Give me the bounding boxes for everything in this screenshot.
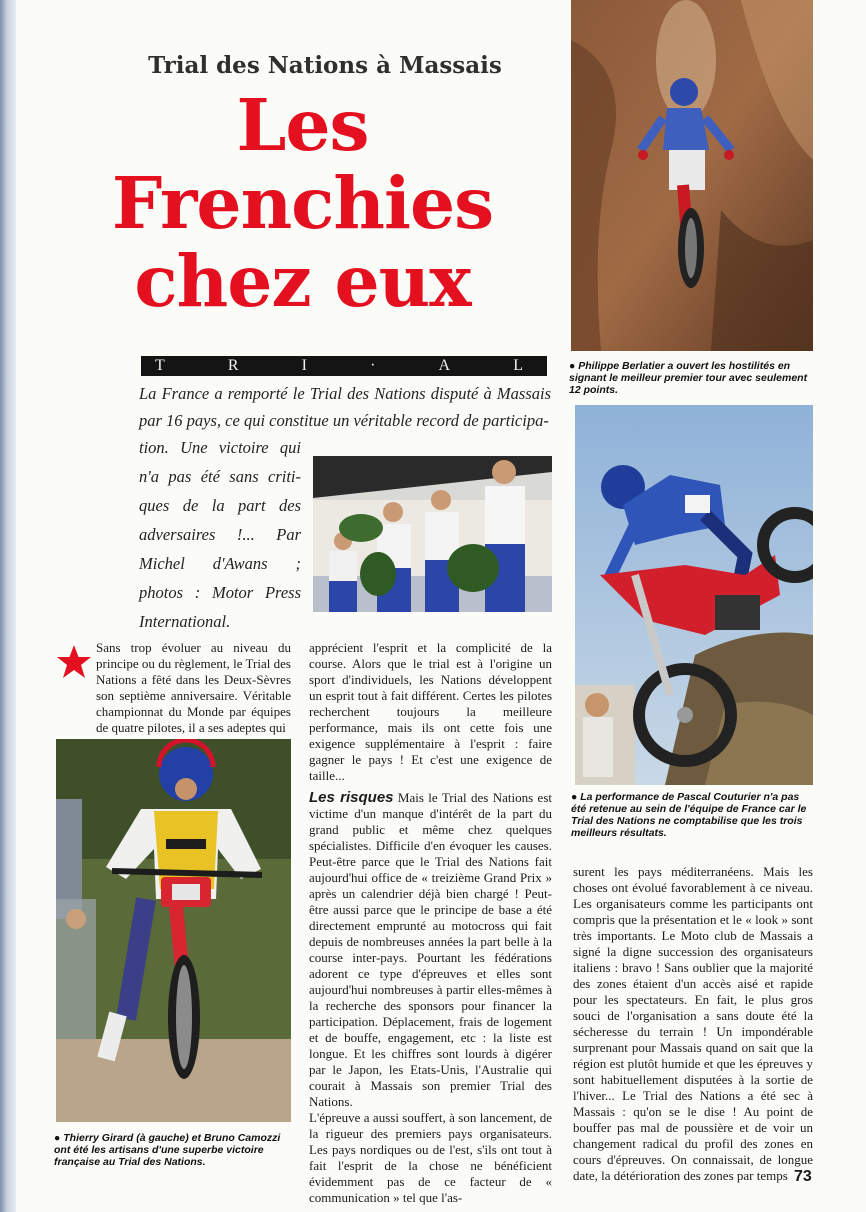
article-kicker: Trial des Nations à Massais	[148, 52, 502, 79]
rubric-letter: T	[155, 357, 165, 374]
headline-line-1: Les	[236, 83, 369, 167]
caption-girard: ● Thierry Girard (à gauche) et Bruno Camozzi ont été les artisans d'une superbe victoire française au Trial des Nations.	[54, 1132, 281, 1168]
body-column-2	[309, 640, 552, 1206]
magazine-binding-edge	[0, 0, 16, 1212]
paragraph-text: Mais le Trial des Nations est victime d'un manque d'intérêt de la part du grand public et même chez quelques spécialistes. Difficile d'en évoquer les causes. Peut-être parce que le Trial des Nations fait aujourd'hui office de « treizième Grand Prix » après un calendrier déjà bien chargé ! Peut-être aussi parce que le principe de base a été directement emprunté au motocross qui fait depuis de nombreuses années la part belle à la course inter-pays. Pourtant les fédérations adorent ce type d'épreuves et elles sont aujourd'hui nombreuses à partir elles-mêmes à la recherche des sponsors pour financer la participation. Déplacement, frais de logement et de bouffe, engagement, etc : la liste est longue. Et les chiffres sont lourds à digérer par le Japon, les Etats-Unis, l'Australie qui courait à Massais son premier Trial des Nations.	[309, 790, 552, 1109]
article-headline	[50, 83, 555, 323]
paragraph: apprécient l'esprit et la complicité de la course. Alors que le trial est à l'origine un sport d'individuels, les Nations développent un esprit tout à fait différent. Certes les pilotes recherchent toujours la meilleure performance, mais ils ont cette fois une exigence supplémentaire à l'esprit : faire gagner le pays ! Et c'est une exigence de taille...	[309, 640, 552, 783]
rubric-letter: I	[301, 357, 307, 374]
photo-girard	[56, 739, 291, 1122]
headline-line-2: Frenchies	[111, 161, 494, 245]
photo-couturier	[575, 405, 813, 785]
star-bullet-icon	[56, 644, 92, 680]
body-column-3	[573, 864, 813, 1184]
rubric-dot: ·	[370, 357, 376, 374]
subheading: Les risques	[309, 789, 394, 806]
body-column-1	[96, 640, 291, 736]
caption-berlatier: ● Philippe Berlatier a ouvert les hostilités en signant le meilleur premier tour avec seulement 12 points.	[569, 360, 808, 396]
paragraph-with-subhead	[309, 790, 552, 1110]
paragraph: L'épreuve a aussi souffert, à son lancement, de la rigueur des premiers pays organisateurs. Les pays nordiques ou de l'est, s'ils ont tout à fait l'esprit de la chose ne bénéficient évidemment pas de ce facteur de « communication » tel que l'as-	[309, 1110, 552, 1205]
caption-couturier: ● La performance de Pascal Couturier n'a pas été retenue au sein de l'équipe de France car le Trial des Nations ne comptabilise que les trois meilleurs résultats.	[571, 791, 807, 839]
paragraph: surent les pays méditerranéens. Mais les choses ont évolué favorablement à ce niveau. Les organisateurs comme les participants ont compris que la présentation et le « look » sont très importants. Le Moto club de Massais a signé la digne succession des organisateurs italiens : bravo ! Sans oublier que la majorité des zones étaient d'un accès aisé et rapide pour les spectateurs. En fait, le plus gros souci de l'organisation a sans doute été la sécheresse du terrain ! Un impondérable surprenant pour Massais quand on sait que la région est plutôt humide et que les épreuves y sont habituellement disputées à la sortie de l'hiver... Le Trial des Nations a été sec à Massais : qu'on se le dise ! Au point de bouffer pas mal de poussière et de voir un changement radical du profil des zones en cours d'épreuves. On connaissait, de longue date, la détérioration des zones par temps	[573, 864, 813, 1183]
rubric-bar	[141, 356, 547, 376]
standfirst-intro: La France a remporté le Trial des Nations disputé à Massais par 16 pays, ce qui constitue un véritable record de participa-	[139, 384, 551, 430]
rubric-letter: R	[227, 357, 239, 374]
lead-paragraph: Sans trop évoluer au niveau du principe ou du règlement, le Trial des Nations a fêté dans les Deux-Sèvres son septième anniversaire. Véritable championnat du Monde par équipes de quatre pilotes, il a ses adeptes qui	[96, 640, 291, 735]
headline-line-3: chez eux	[134, 239, 471, 323]
page-number: 73	[794, 1168, 812, 1185]
standfirst-continued: tion. Une victoire qui n'a pas été sans criti-ques de la part des adversaires !... Par Michel d'Awans ; photos : Motor Press International.	[139, 438, 301, 631]
rubric-letter: A	[438, 357, 451, 374]
rubric-letter: L	[513, 357, 523, 374]
photo-team-podium	[313, 456, 552, 612]
photo-berlatier	[571, 0, 813, 351]
